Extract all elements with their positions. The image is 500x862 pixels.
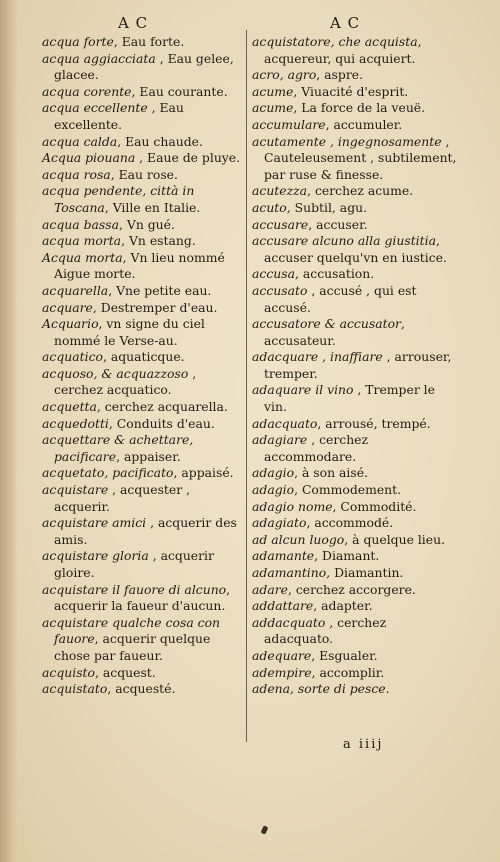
definition: , appaiser. (116, 448, 181, 464)
definition: , acquerir la faueur d'aucun. (54, 581, 231, 614)
dictionary-entry (252, 565, 457, 582)
headword: acuto (252, 199, 287, 215)
definition: , cerchez acume. (307, 183, 414, 199)
definition: , acquest. (95, 664, 156, 680)
dictionary-entry (42, 34, 242, 51)
definition: , acquerir des amis. (54, 515, 237, 547)
headword: acqua corente (42, 83, 132, 99)
definition: , Viuacité d'esprit. (293, 83, 409, 99)
headword: adacquato (252, 415, 318, 431)
headword: acume (252, 83, 294, 99)
dictionary-entry (252, 34, 457, 67)
right-column (252, 34, 457, 698)
definition: , cerchez accorgere. (287, 581, 416, 597)
definition: , Eaue de pluye. (135, 150, 241, 166)
definition: , accommodé. (306, 515, 394, 531)
headword: Acqua piouana (42, 150, 136, 166)
dictionary-entry (252, 233, 457, 266)
headword: acquistare amici (42, 515, 147, 531)
ink-mark (261, 825, 269, 834)
headword: acqua morta (42, 233, 122, 249)
dictionary-entry (42, 681, 242, 698)
dictionary-entry (42, 250, 242, 283)
headword: acquistare gloria (42, 548, 149, 564)
definition: , arrouser, tremper. (264, 349, 452, 381)
headword: acquisto (42, 664, 95, 680)
headword: acquatico (42, 349, 103, 365)
dictionary-entry (42, 167, 242, 184)
dictionary-entry (42, 366, 242, 399)
definition: , accuser. (308, 216, 368, 232)
headword: adacquare , inaffiare (252, 349, 383, 365)
headword: accusare alcuno alla giustitia (252, 233, 436, 249)
definition: , acquesté. (107, 681, 176, 697)
dictionary-entry (42, 416, 242, 433)
definition: , arrousé, trempé. (317, 415, 431, 431)
dictionary-entry (252, 349, 457, 382)
dictionary-entry (252, 183, 457, 200)
dictionary-entry (42, 665, 242, 682)
definition: , accuser quelqu'vn en iustice. (264, 233, 447, 265)
dictionary-entry (42, 515, 242, 548)
dictionary-entry (252, 548, 457, 565)
column-divider (246, 30, 247, 742)
definition: , Diamantin. (326, 565, 404, 580)
definition: , accusateur. (264, 316, 405, 348)
definition: , Eau rose. (110, 166, 178, 182)
dictionary-entry (252, 416, 457, 433)
dictionary-entry (252, 283, 457, 316)
definition: . (385, 681, 390, 697)
signature-mark: a iiij (343, 737, 384, 752)
dictionary-entry (252, 681, 457, 698)
dictionary-entry (42, 432, 242, 465)
headword: Acqua morta (42, 249, 123, 265)
definition: , acquester , acquerir. (54, 482, 191, 514)
headword: acquistatore, che acquista (252, 34, 418, 49)
headword: acume (252, 100, 294, 116)
definition: , Eau courante. (131, 83, 228, 99)
dictionary-entry (42, 84, 242, 101)
definition: , Vn lieu nommé Aigue morte. (54, 249, 225, 282)
headword: acquedotti (42, 415, 109, 431)
headword: acqua calda (42, 133, 118, 149)
definition: , cerchez acquatico. (54, 365, 197, 398)
headword: acquetta (42, 399, 97, 415)
definition: , Tremper le vin. (264, 382, 435, 415)
dictionary-entry (42, 399, 242, 416)
dictionary-entry (252, 432, 457, 465)
definition: , acquereur, qui acquiert. (264, 34, 422, 66)
dictionary-entry (252, 648, 457, 665)
headword: acquettare & achettare, pacificare (42, 432, 194, 464)
dictionary-entry (42, 349, 242, 366)
dictionary-entry (42, 233, 242, 250)
headword: accumulare (252, 116, 326, 132)
dictionary-entry (42, 582, 242, 615)
definition: , Diamant. (314, 548, 380, 564)
definition: , accomplir. (311, 664, 385, 680)
definition: , Esgualer. (311, 647, 378, 663)
dictionary-entry (42, 100, 242, 133)
definition: , Eau gelee, glacee. (54, 50, 234, 83)
headword: Acquario (42, 316, 99, 332)
dictionary-entry (42, 217, 242, 234)
dictionary-entry (252, 84, 457, 101)
definition: , aspre. (316, 67, 364, 83)
dictionary-entry (252, 266, 457, 283)
headword: acquistare (42, 482, 109, 498)
headword: adamantino (252, 565, 327, 580)
definition: , aquaticque. (102, 349, 185, 365)
headword: adagiato (252, 515, 307, 531)
headword: acutezza (252, 183, 308, 199)
headword: acqua aggiacciata (42, 50, 156, 66)
binding-gutter (0, 0, 18, 862)
dictionary-entry (252, 615, 457, 648)
dictionary-entry (42, 183, 242, 216)
dictionary-entry (42, 316, 242, 349)
dictionary-entry (252, 134, 457, 184)
headword: acquistare il fauore di alcuno (42, 581, 227, 597)
definition: , accusation. (295, 266, 375, 282)
headword: acqua pendente, città in Toscana (42, 183, 195, 215)
dictionary-entry (42, 283, 242, 300)
headword: addacquato (252, 614, 326, 630)
dictionary-entry (252, 665, 457, 682)
definition: , Vn gué. (119, 216, 175, 232)
headword: adena, sorte di pesce (252, 681, 386, 697)
dictionary-entry (252, 67, 457, 84)
definition: , adapter. (313, 598, 373, 614)
definition: , Eau forte. (113, 34, 185, 49)
dictionary-entry (252, 582, 457, 599)
left-column-header: A C (118, 14, 149, 32)
headword: acqua rosa (42, 166, 111, 182)
headword: addattare (252, 598, 314, 614)
headword: acqua bassa (42, 216, 119, 232)
right-column-header: A C (330, 14, 361, 32)
dictionary-entry (42, 465, 242, 482)
definition: , accumuler. (325, 116, 403, 132)
headword: acqua eccellente (42, 100, 148, 116)
headword: adagiare (252, 432, 308, 448)
headword: adempire (252, 664, 312, 680)
definition: , Commodité. (332, 498, 417, 514)
definition: , Eau excellente. (54, 100, 184, 132)
headword: adagio (252, 465, 295, 481)
headword: acquetato, pacificato (42, 465, 174, 481)
definition: , Destremper d'eau. (92, 299, 218, 315)
definition: , vn signe du ciel nommé le Verse-au. (54, 316, 205, 348)
dictionary-entry (252, 515, 457, 532)
headword: adare (252, 581, 288, 597)
dictionary-entry (252, 465, 457, 482)
headword: accusare (252, 216, 309, 232)
definition: , accusé , qui est accusé. (264, 282, 417, 315)
definition: , Eau chaude. (117, 133, 203, 149)
headword: acquoso, & acquazzoso (42, 365, 189, 381)
dictionary-entry (252, 499, 457, 516)
dictionary-entry (42, 482, 242, 515)
definition: , La force de la veuë. (293, 100, 426, 116)
definition: , Ville en Italie. (104, 199, 201, 215)
dictionary-entry (42, 300, 242, 317)
dictionary-entry (252, 598, 457, 615)
headword: accusatore & accusator (252, 316, 401, 332)
headword: acro, agro (252, 67, 317, 83)
definition: , cerchez adacquato. (264, 614, 387, 647)
left-column (42, 34, 242, 698)
dictionary-entry (42, 548, 242, 581)
definition: , Commodement. (294, 482, 402, 498)
headword: adamante (252, 548, 315, 564)
definition: , Subtil, agu. (286, 199, 368, 215)
definition: , acquerir quelque chose par faueur. (54, 631, 211, 663)
definition: , cerchez acquarella. (96, 399, 228, 415)
headword: acquistare qualche cosa con fauore (42, 614, 221, 647)
dictionary-entry (42, 615, 242, 665)
dictionary-entry (252, 532, 457, 549)
headword: accusa (252, 266, 295, 282)
headword: accusato (252, 282, 308, 298)
definition: , cerchez accommodare. (264, 432, 369, 464)
headword: acquare (42, 299, 93, 315)
definition: , appaisé. (173, 465, 234, 481)
definition: , Cauteleusement , subtilement, par ruse & finesse. (264, 133, 457, 182)
dictionary-entry (42, 51, 242, 84)
dictionary-entry (252, 100, 457, 117)
headword: adagio nome (252, 498, 333, 514)
headword: acutamente , ingegnosamente (252, 133, 442, 149)
dictionary-entry (42, 134, 242, 151)
definition: , Conduits d'eau. (108, 415, 215, 431)
headword: acquistato (42, 681, 108, 697)
definition: , Vne petite eau. (108, 282, 212, 298)
dictionary-entry (252, 117, 457, 134)
definition: , à son aisé. (294, 465, 368, 481)
headword: adaquare il vino (252, 382, 354, 398)
dictionary-entry (252, 217, 457, 234)
definition: , acquerir gloire. (54, 548, 214, 580)
dictionary-entry (42, 150, 242, 167)
dictionary-entry (252, 200, 457, 217)
headword: acqua forte (42, 34, 114, 49)
definition: , Vn estang. (121, 233, 196, 249)
dictionary-entry (252, 316, 457, 349)
headword: acquarella (42, 282, 109, 298)
headword: ad alcun luogo (252, 531, 345, 547)
dictionary-entry (252, 382, 457, 415)
headword: adagio (252, 482, 295, 498)
headword: adequare (252, 647, 312, 663)
definition: , à quelque lieu. (344, 531, 446, 547)
dictionary-entry (252, 482, 457, 499)
